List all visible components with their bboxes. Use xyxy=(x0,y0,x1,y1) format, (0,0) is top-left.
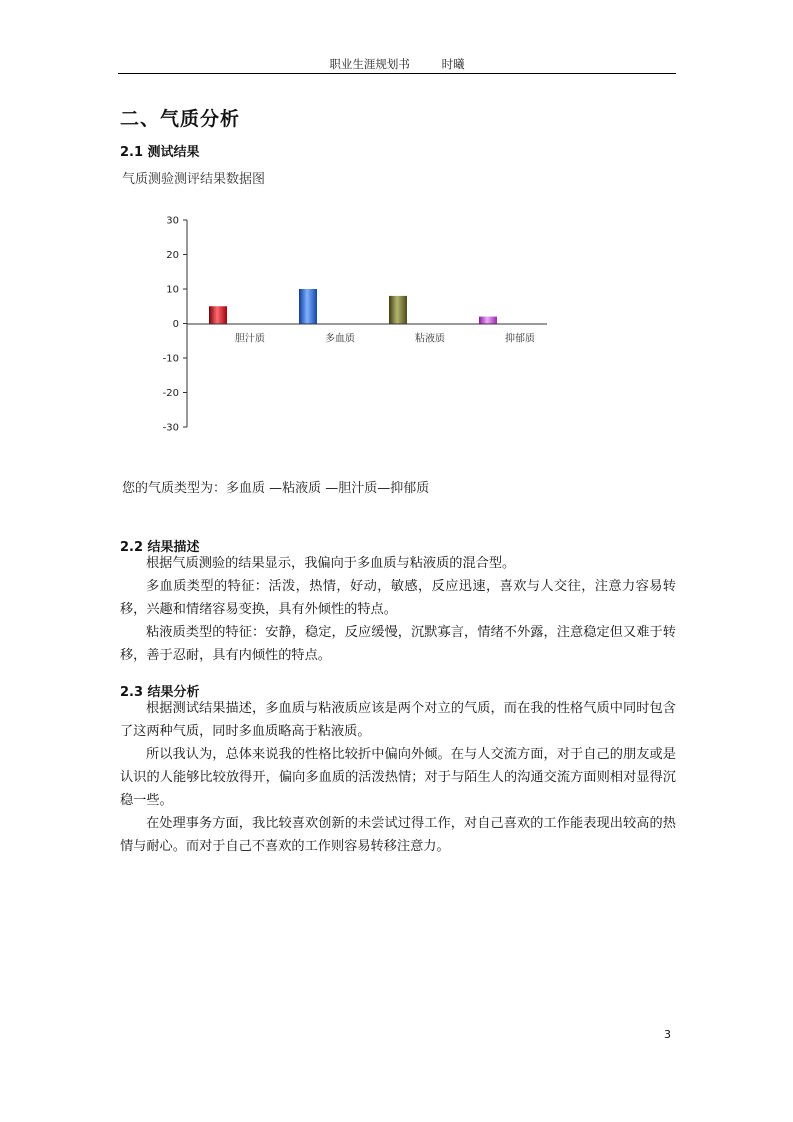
y-tick-label: 20 xyxy=(166,250,179,261)
y-tick-label: 10 xyxy=(166,284,179,296)
analysis-paragraph-3: 在处理事务方面，我比较喜欢创新的未尝试过得工作，对自己喜欢的工作能表现出较高的热情与耐心。而对于自己不喜欢的工作则容易转移注意力。 xyxy=(120,816,676,854)
chart-title: 气质测验测评结果数据图 xyxy=(122,172,266,187)
y-tick-label: -30 xyxy=(162,422,179,434)
temperament-type-result: 您的气质类型为：多血质 —粘液质 —胆汁质—抑郁质 xyxy=(122,481,430,496)
description-paragraph-1: 根据气质测验的结果显示，我偏向于多血质与粘液质的混合型。 xyxy=(146,556,516,571)
temperament-bar-chart xyxy=(150,205,570,445)
y-tick-label: -10 xyxy=(162,353,179,365)
y-tick-label: 30 xyxy=(166,215,179,227)
header-author: 时曦 xyxy=(441,57,465,71)
description-paragraph-3: 粘液质类型的特征：安静，稳定，反应缓慢，沉默寡言，情绪不外露，注意稳定但又难于转移，善于忍耐，具有内倾性的特点。 xyxy=(120,625,676,663)
page-number: 3 xyxy=(664,1028,671,1041)
analysis-paragraph-1: 根据测试结果描述，多血质与粘液质应该是两个对立的气质，而在我的性格气质中同时包含了这两种气质，同时多血质略高于粘液质。 xyxy=(120,701,676,739)
section-title: 二、气质分析 xyxy=(120,108,241,130)
bar-0 xyxy=(209,306,227,323)
bar-3 xyxy=(479,317,497,324)
y-tick-label: 0 xyxy=(172,319,179,330)
category-label: 抑郁质 xyxy=(505,333,535,345)
subsection-result-description: 2.2 结果描述 xyxy=(120,540,200,555)
category-label: 粘液质 xyxy=(415,333,445,345)
header-divider xyxy=(118,73,676,74)
subsection-result-analysis: 2.3 结果分析 xyxy=(120,685,200,700)
description-paragraph-2: 多血质类型的特征：活泼，热情，好动，敏感，反应迅速，喜欢与人交往，注意力容易转移，兴趣和情绪容易变换，具有外倾性的特点。 xyxy=(120,579,676,617)
subsection-test-result: 2.1 测试结果 xyxy=(120,145,200,160)
bar-2 xyxy=(389,296,407,324)
header-doc-title: 职业生涯规划书 xyxy=(329,57,410,71)
category-label: 胆汁质 xyxy=(235,333,265,345)
running-header xyxy=(118,56,676,72)
bar-1 xyxy=(299,289,317,324)
category-label: 多血质 xyxy=(325,333,355,345)
y-tick-label: -20 xyxy=(162,388,179,399)
analysis-paragraph-2: 所以我认为，总体来说我的性格比较折中偏向外倾。在与人交流方面，对于自己的朋友或是认识的人能够比较放得开，偏向多血质的活泼热情；对于与陌生人的沟通交流方面则相对显得沉稳一些。 xyxy=(120,747,676,808)
